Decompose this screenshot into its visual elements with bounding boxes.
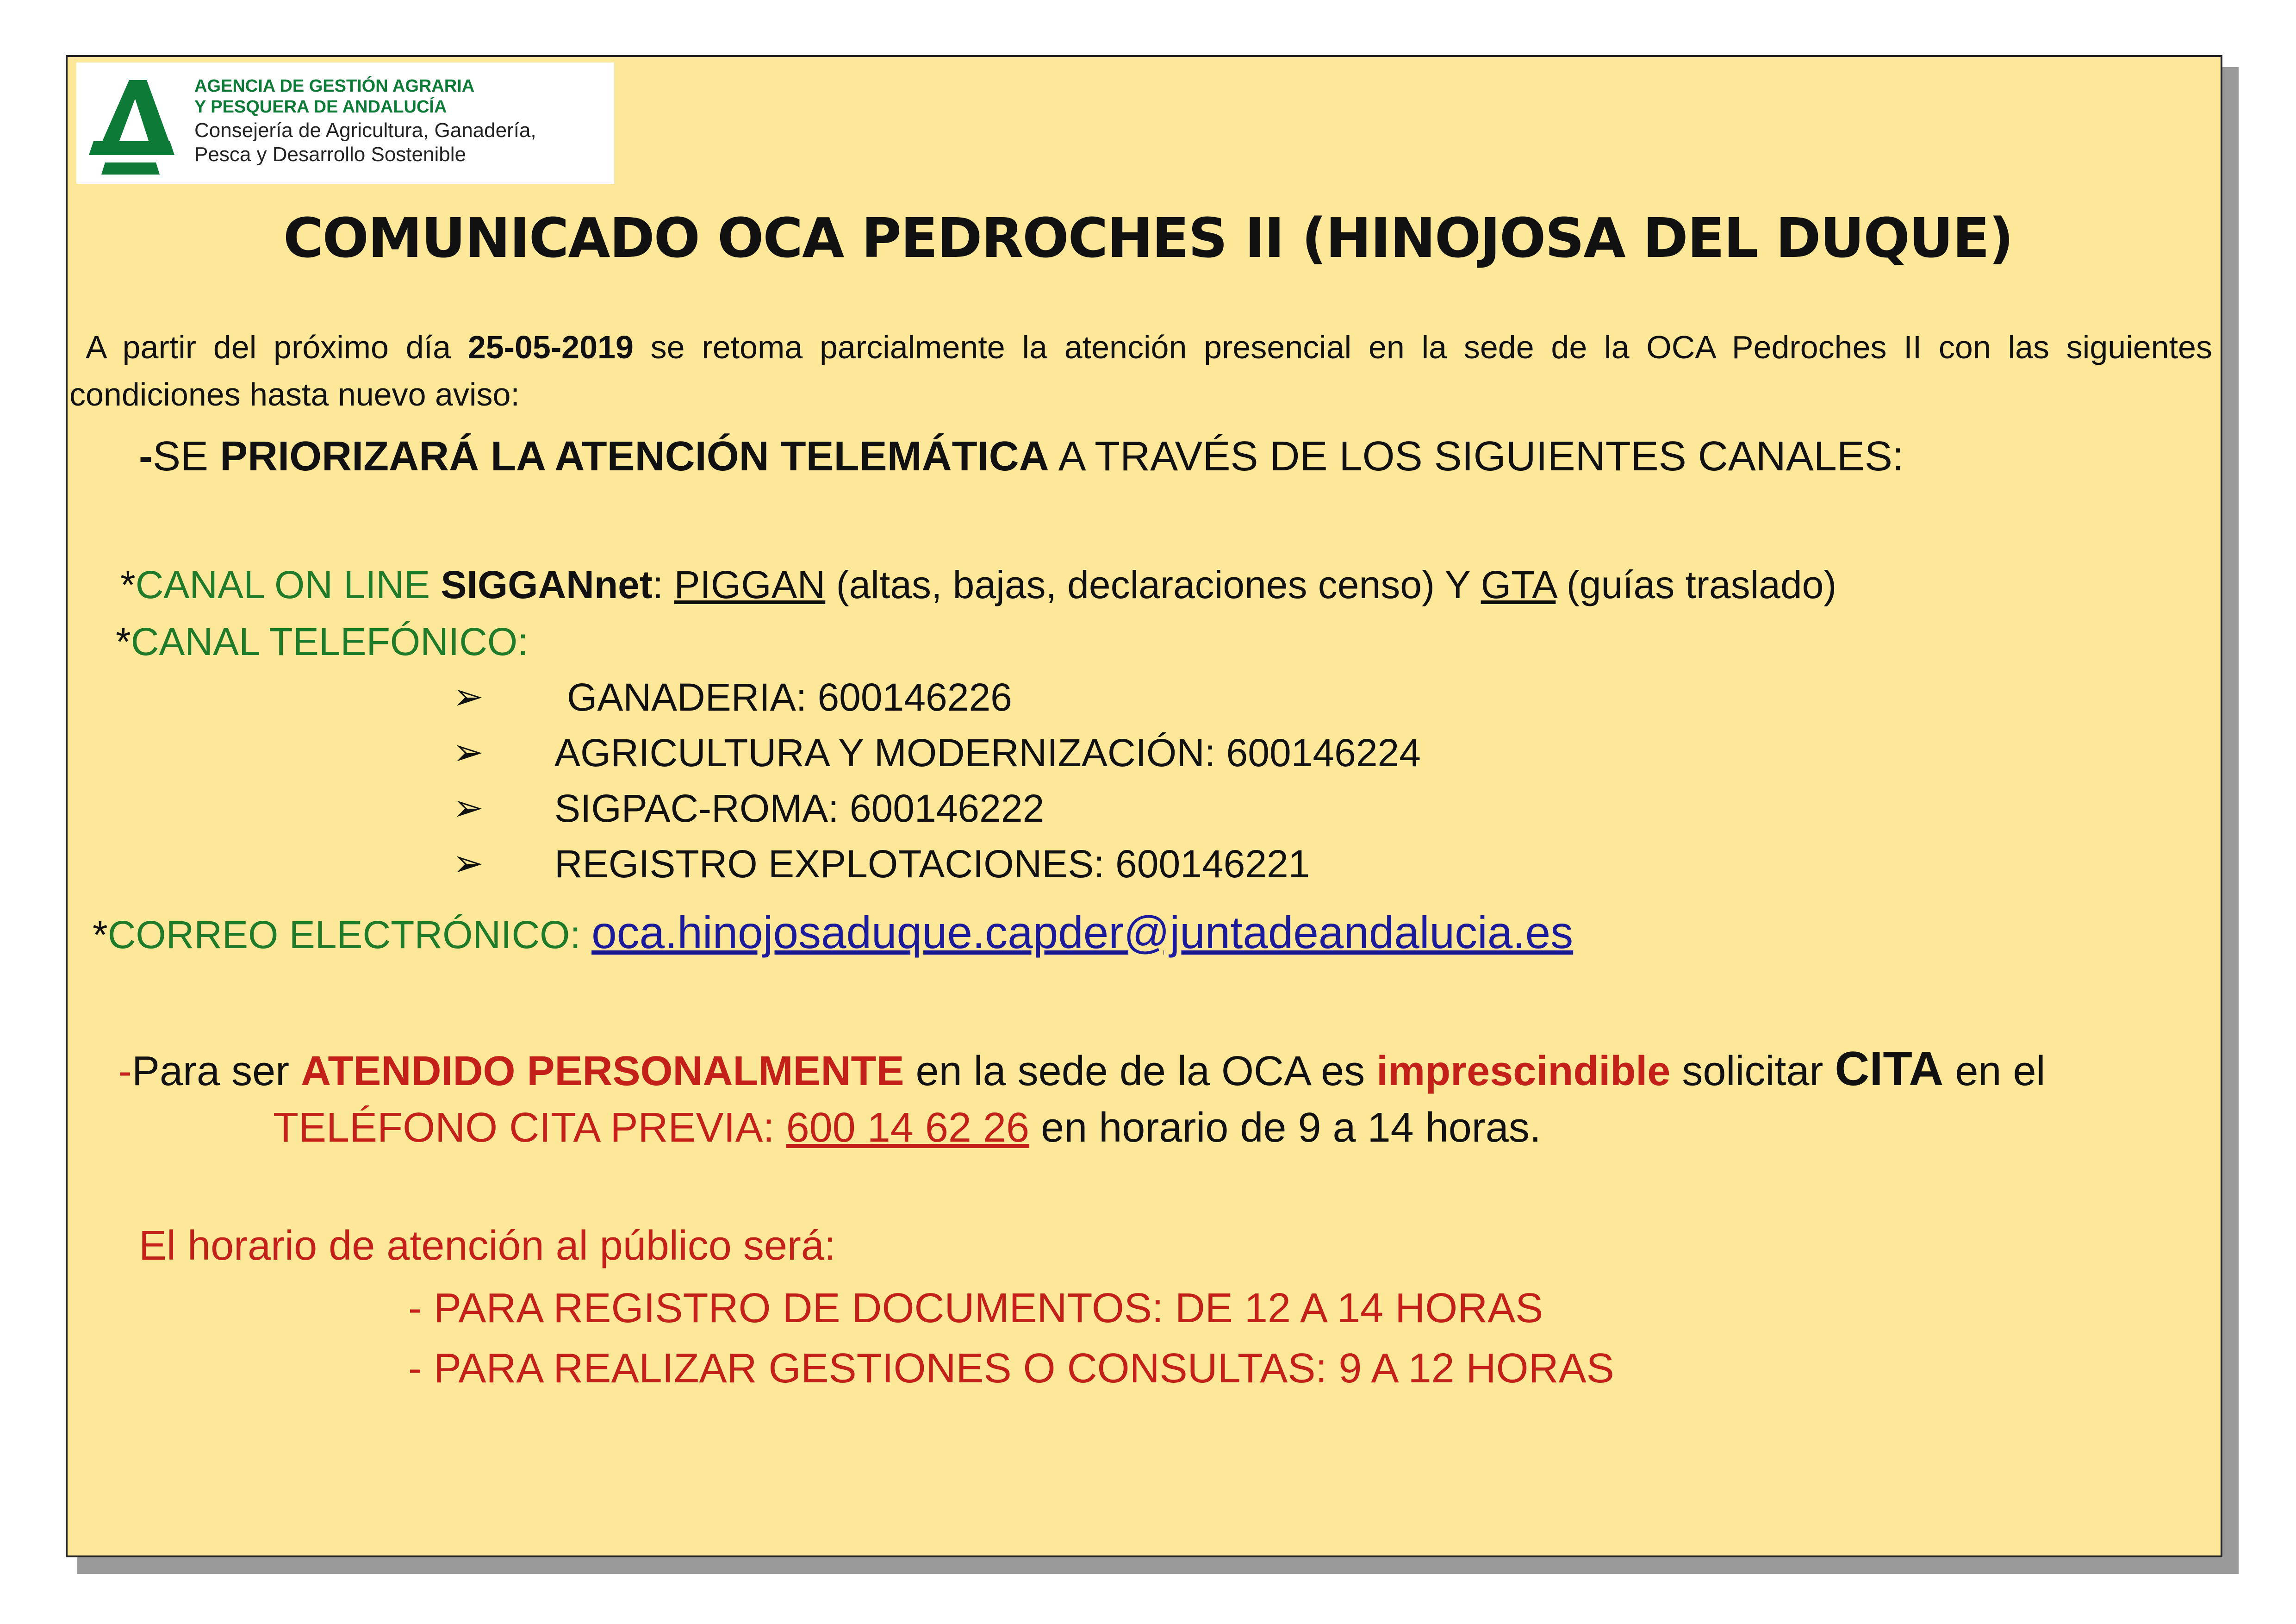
gta-link[interactable]: GTA xyxy=(1481,563,1556,606)
online-colon: : xyxy=(652,563,674,606)
appointment-mid2: solicitar xyxy=(1670,1048,1835,1094)
gta-desc: (guías traslado) xyxy=(1556,563,1837,606)
priority-pre: SE xyxy=(152,433,220,480)
logo-agency-line1: AGENCIA DE GESTIÓN AGRARIA xyxy=(194,76,475,96)
appointment-attend: ATENDIDO PERSONALMENTE xyxy=(301,1048,904,1094)
logo-agency-line2: Y PESQUERA DE ANDALUCÍA xyxy=(194,97,447,117)
priority-line xyxy=(139,433,1904,481)
schedule-line2: - PARA REALIZAR GESTIONES O CONSULTAS: 9 A 12 HORAS xyxy=(408,1345,1614,1392)
junta-andalucia-a-icon xyxy=(77,72,184,178)
phone-item: AGRICULTURA Y MODERNIZACIÓN: 600146224 xyxy=(554,731,1421,775)
appointment-pre: Para ser xyxy=(131,1048,301,1094)
page-title: COMUNICADO OCA PEDROCHES II (HINOJOSA DEL DUQUE) xyxy=(283,206,2013,270)
schedule-heading: El horario de atención al público será: xyxy=(139,1223,836,1269)
email-colon: : xyxy=(570,913,592,956)
appointment-essential: imprescindible xyxy=(1376,1048,1671,1094)
phone-label: CANAL TELEFÓNICO: xyxy=(131,620,529,663)
intro-date: 25-05-2019 xyxy=(467,329,634,365)
appointment-phone-label: TELÉFONO CITA PREVIA: xyxy=(273,1105,786,1151)
phone-item: SIGPAC-ROMA: 600146222 xyxy=(554,787,1045,830)
logo-ministry-line2: Pesca y Desarrollo Sostenible xyxy=(194,143,466,166)
piggan-link[interactable]: PIGGAN xyxy=(674,563,826,606)
online-star: * xyxy=(120,563,136,606)
intro-post: se retoma parcialmente la atención presencial en la sede de la OCA Pedroches II con las siguientes xyxy=(633,329,2212,365)
intro-pre: A partir del próximo día xyxy=(86,329,468,365)
phone-item: GANADERIA: 600146226 xyxy=(567,675,1012,719)
intro-line1 xyxy=(86,329,2212,366)
online-channel xyxy=(120,562,1836,607)
schedule-line1: - PARA REGISTRO DE DOCUMENTOS: DE 12 A 14 HORAS xyxy=(408,1285,1543,1331)
online-name: SIGGANnet xyxy=(441,563,653,606)
intro-line2: condiciones hasta nuevo aviso: xyxy=(69,376,520,412)
email-channel xyxy=(93,906,1573,959)
logo-ministry-line1: Consejería de Agricultura, Ganadería, xyxy=(194,119,536,142)
appointment-dash: - xyxy=(118,1048,132,1094)
arrowhead-bullet-icon: ➢ xyxy=(453,787,484,828)
phone-star: * xyxy=(116,620,131,663)
appointment-mid: en la sede de la OCA es xyxy=(904,1048,1377,1094)
online-label: CANAL ON LINE xyxy=(135,563,441,606)
agency-logo xyxy=(76,62,614,184)
appointment-line2 xyxy=(273,1104,1541,1152)
email-star: * xyxy=(93,913,108,956)
phone-channel xyxy=(116,619,529,664)
arrowhead-bullet-icon: ➢ xyxy=(453,731,484,773)
email-label: CORREO ELECTRÓNICO xyxy=(107,913,570,956)
arrowhead-bullet-icon: ➢ xyxy=(453,676,484,717)
priority-dash: - xyxy=(139,433,153,480)
appointment-line1 xyxy=(118,1042,2046,1097)
appointment-cita: CITA xyxy=(1835,1042,1944,1096)
arrowhead-bullet-icon: ➢ xyxy=(453,843,484,884)
appointment-hours: en horario de 9 a 14 horas. xyxy=(1029,1105,1541,1151)
email-link[interactable]: oca.hinojosaduque.capder@juntadeandalucia.es xyxy=(591,907,1574,958)
priority-bold: PRIORIZARÁ LA ATENCIÓN TELEMÁTICA xyxy=(220,433,1049,480)
piggan-desc: (altas, bajas, declaraciones censo) Y xyxy=(825,563,1481,606)
phone-item: REGISTRO EXPLOTACIONES: 600146221 xyxy=(554,842,1310,886)
priority-post: A TRAVÉS DE LOS SIGUIENTES CANALES: xyxy=(1049,433,1904,480)
appointment-post: en el xyxy=(1943,1048,2046,1094)
appointment-phone-link[interactable]: 600 14 62 26 xyxy=(786,1105,1030,1151)
